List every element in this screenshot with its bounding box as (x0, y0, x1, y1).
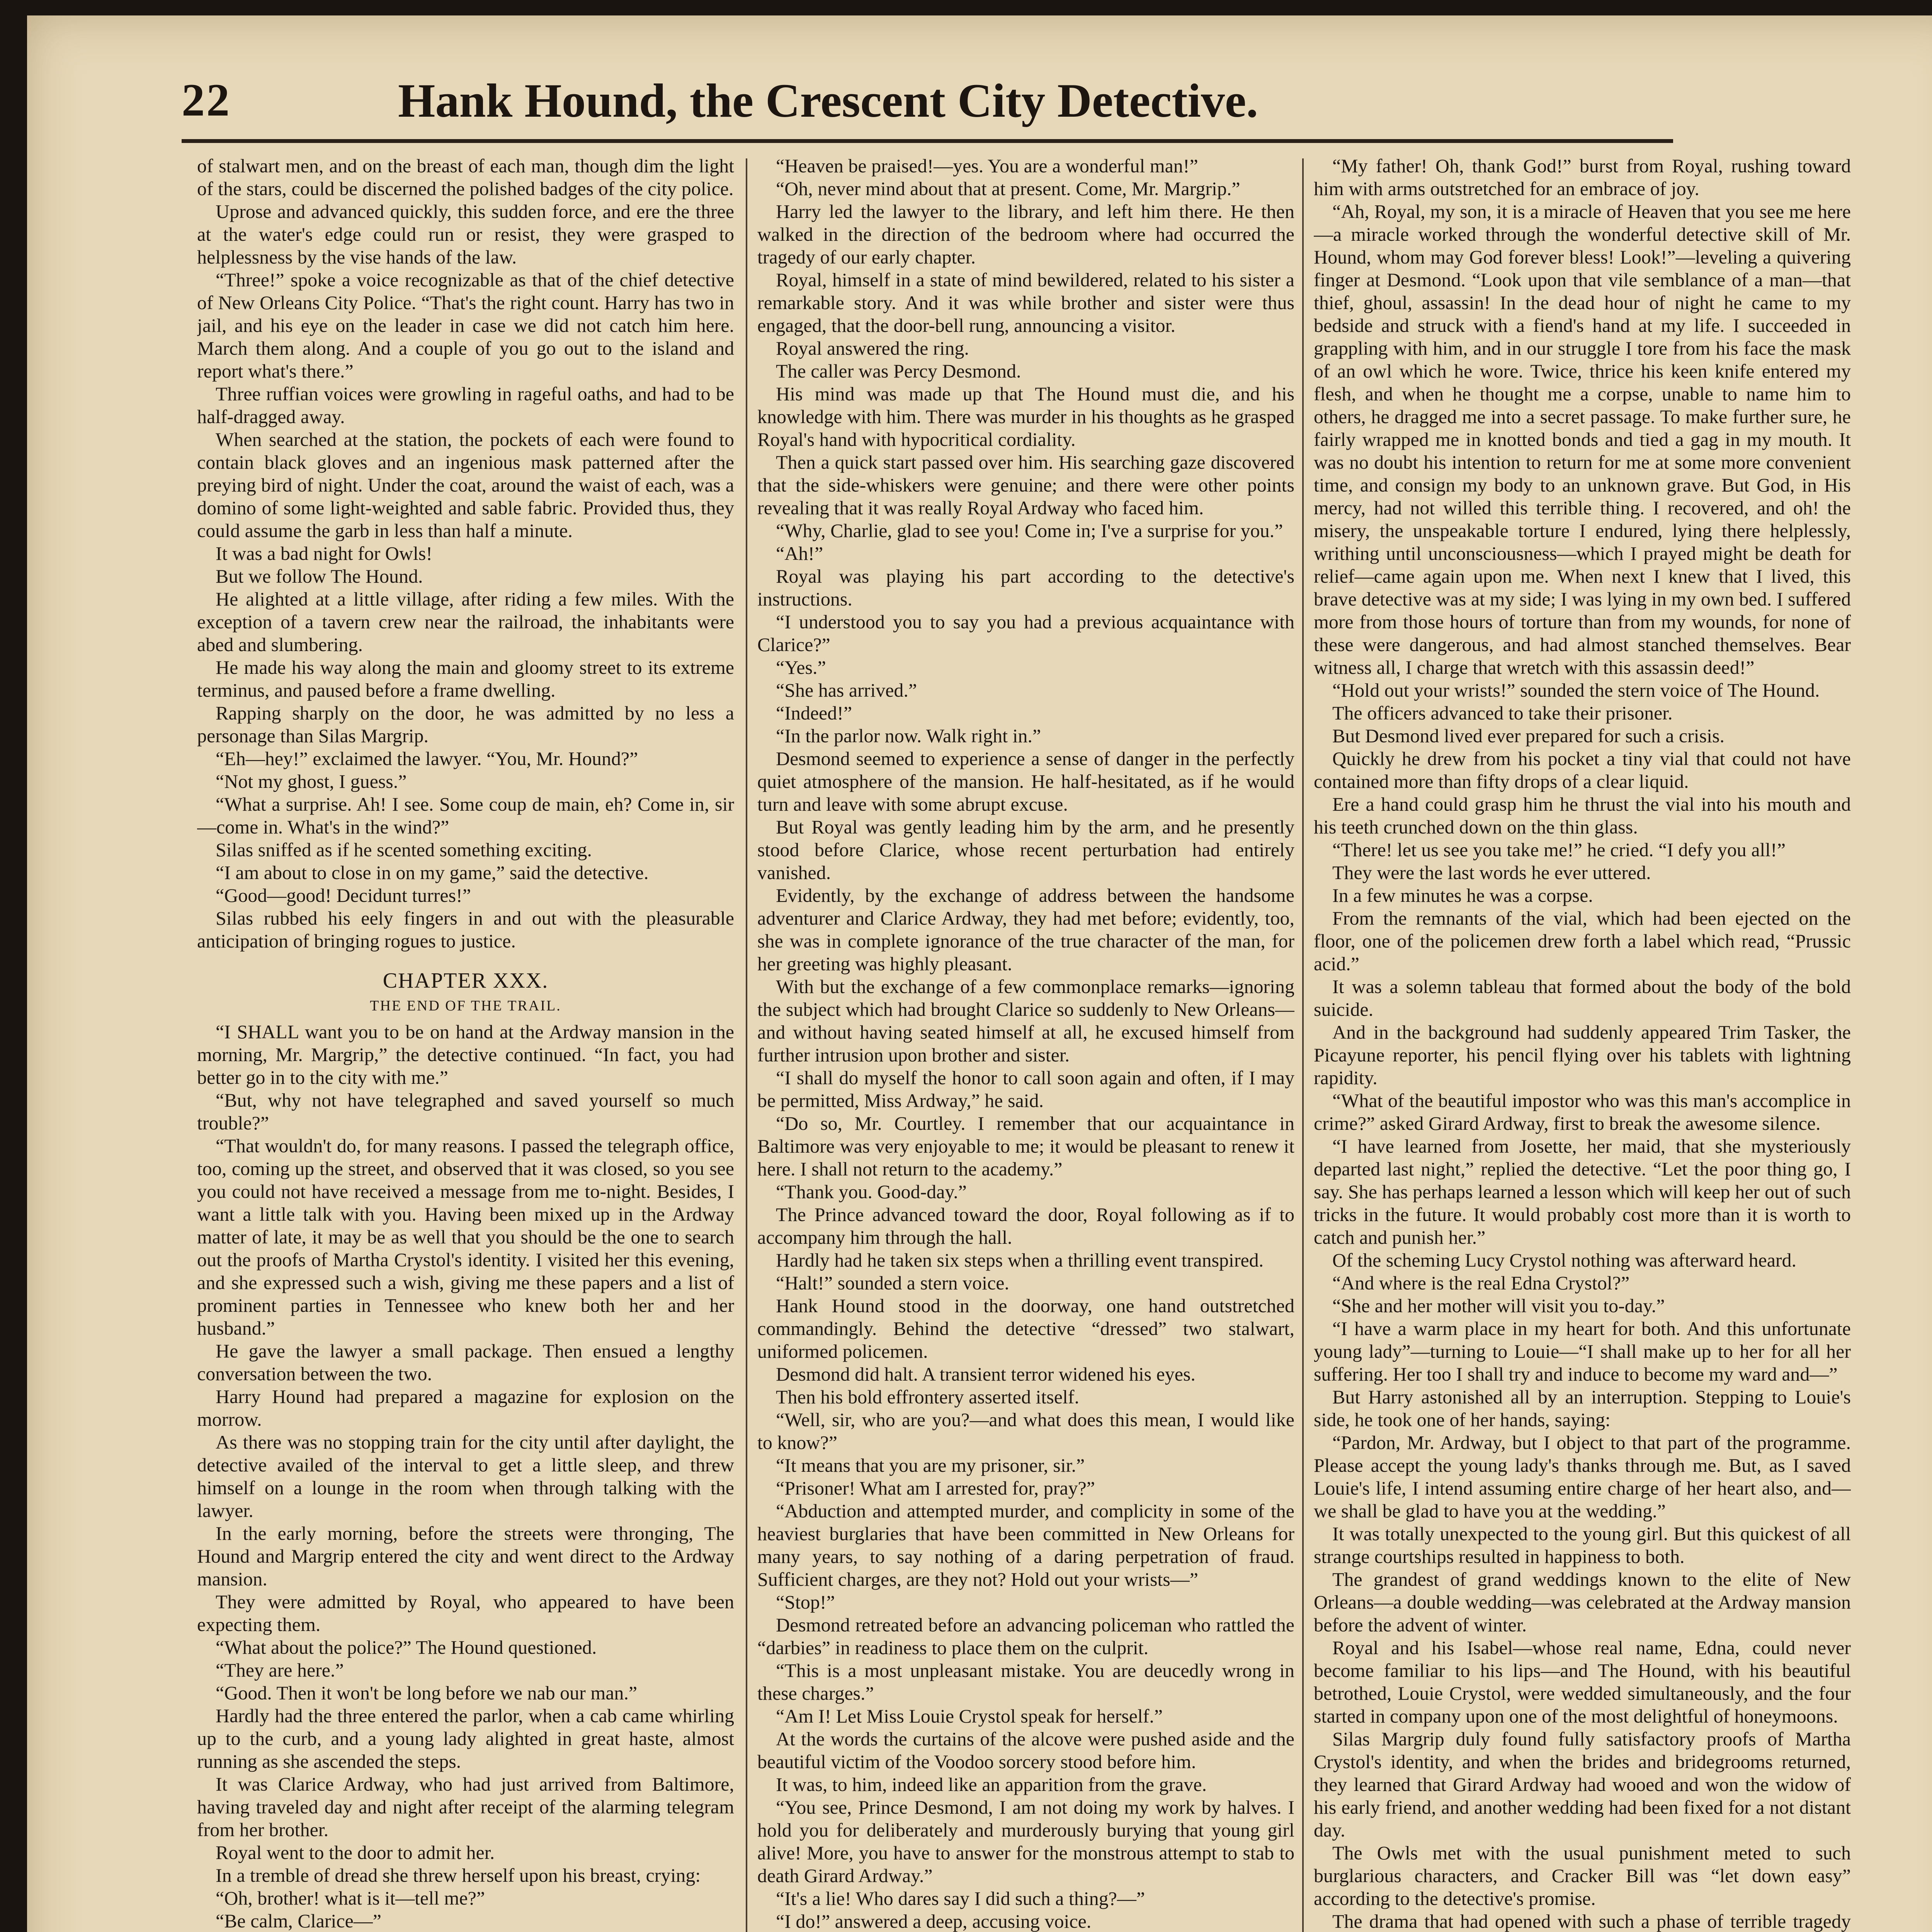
paragraph: “Hold out your wrists!” sounded the stern voice of The Hound. (1332, 679, 1820, 701)
paragraph: Royal went to the door to admit her. (216, 1842, 495, 1863)
paragraph: He made his way along the main and gloomy street to its extreme terminus, and paused before a frame dwelling. (197, 656, 734, 701)
paragraph: The caller was Percy Desmond. (776, 360, 1021, 382)
paragraph: The Owls met with the usual punishment meted to such burglarious characters, and Cracker Bill was “let down easy” according to the detective's promise. (1314, 1842, 1851, 1909)
paragraph: It was, to him, indeed like an apparition from the grave. (776, 1774, 1207, 1795)
page-number: 22 (182, 74, 231, 126)
paragraph: “Thank you. Good-day.” (776, 1181, 967, 1202)
paragraph: Harry led the lawyer to the library, and left him there. He then walked in the direction of the bedroom where had occurred the tragedy of our early chapter. (757, 201, 1294, 268)
paragraph: “That wouldn't do, for many reasons. I passed the telegraph office, too, coming up the street, and observed that it was closed, so you see you could not have received a message from me to-night. Besides, I want a little talk with you. Having been mixed up in the Ardway matter of late, it may be as well that you should be the one to search out the proofs of Martha Crystol's identity. I visited her this evening, and she expressed such a wish, giving me these papers and a list of prominent parties in Tennessee who knew both her and her husband.” (197, 1135, 734, 1339)
paragraph: In a few minutes he was a corpse. (1332, 884, 1593, 906)
paragraph: Uprose and advanced quickly, this sudden force, and ere the three at the water's edge could run or resist, they were grasped to helplessness by the vise hands of the law. (197, 201, 734, 268)
paragraph: He gave the lawyer a small package. Then ensued a lengthy conversation between the two. (197, 1340, 734, 1384)
text-column-1 (197, 155, 734, 1932)
paragraph: “Ah, Royal, my son, it is a miracle of Heaven that you see me here—a miracle worked through the wonderful detective skill of Mr. Hound, whom may God forever bless! Look!”—leveling a quivering finger at Desmond. “Look upon that vile semblance of a man—that thief, ghoul, assassin! In the dead hour of night he came to my bedside and struck with a fiend's hand at my life. I succeeded in grappling with him, and in our struggle I tore from his face the mask of an owl which he wore. Twice, thrice his keen knife entered my flesh, and when he thought me a corpse, unable to name him to others, he dragged me into a secret passage. To make further sure, he fairly wrapped me in knotted bonds and tied a gag in my mouth. It was no doubt his intention to return for me at some more convenient time, and consign my body to an unknown grave. But God, in His mercy, had not willed this terrible thing. I recovered, and oh! the misery, the unspeakable torture I endured, lying there helplessly, writhing until unconsciousness—which I prayed might be death for relief—came again upon me. When next I knew that I lived, this brave detective was at my side; I was lying in my own bed. I suffered more from those hours of torture than from my wounds, for none of these were dangerous, and had almost stanched themselves. Bear witness all, I charge that wretch with this assassin deed!” (1314, 201, 1851, 678)
paragraph: Hardly had he taken six steps when a thrilling event transpired. (776, 1249, 1264, 1271)
paragraph: “Not my ghost, I guess.” (216, 770, 407, 792)
paragraph: “Eh—hey!” exclaimed the lawyer. “You, Mr. Hound?” (216, 748, 638, 769)
paragraph: Of the scheming Lucy Crystol nothing was afterward heard. (1332, 1249, 1797, 1271)
paragraph: But Harry astonished all by an interruption. Stepping to Louie's side, he took one of her hands, saying: (1314, 1386, 1851, 1430)
paragraph: But Desmond lived ever prepared for such a crisis. (1332, 725, 1725, 747)
paragraph: In the early morning, before the streets were thronging, The Hound and Margrip entered the city and went direct to the Ardway mansion. (197, 1522, 734, 1590)
paragraph: “And where is the real Edna Crystol?” (1332, 1272, 1630, 1294)
paragraph: Desmond seemed to experience a sense of danger in the perfectly quiet atmosphere of the mansion. He half-hesitated, as if he would turn and leave with some abrupt excuse. (757, 748, 1294, 815)
paragraph: Desmond retreated before an advancing policeman who rattled the “darbies” in readiness to place them on the culprit. (757, 1614, 1294, 1658)
paragraph: His mind was made up that The Hound must die, and his knowledge with him. There was murder in his thoughts as he grasped Royal's hand with hypocritical cordiality. (757, 383, 1294, 450)
paragraph: “Pardon, Mr. Ardway, but I object to that part of the programme. Please accept the young lady's thanks through me. But, as I saved Louie's life, I intend assuming entire charge of her heart also, and—we shall be glad to have you at the wedding.” (1314, 1432, 1851, 1522)
paragraph: “They are here.” (216, 1659, 344, 1681)
paragraph: “She and her mother will visit you to-day.” (1332, 1295, 1665, 1316)
paragraph: Three ruffian voices were growling in rageful oaths, and had to be half-dragged away. (197, 383, 734, 427)
paragraph: Evidently, by the exchange of address between the handsome adventurer and Clarice Ardway, they had met before; evidently, too, she was in complete ignorance of the true character of the man, for her greeting was highly pleasant. (757, 884, 1294, 975)
paragraph: Desmond did halt. A transient terror widened his eyes. (776, 1363, 1196, 1385)
paragraph: Harry Hound had prepared a magazine for explosion on the morrow. (197, 1386, 734, 1430)
paragraph: They were the last words he ever uttered. (1332, 862, 1651, 883)
paragraph: “Heaven be praised!—yes. You are a wonderful man!” (776, 155, 1198, 177)
paragraph: It was a solemn tableau that formed about the body of the bold suicide. (1314, 976, 1851, 1020)
paragraph: The grandest of grand weddings known to the elite of New Orleans—a double wedding—was celebrated at the Ardway mansion before the advent of winter. (1314, 1568, 1851, 1636)
paragraph: Hardly had the three entered the parlor, when a cab came whirling up to the curb, and a young lady alighted in great haste, almost running as she ascended the steps. (197, 1705, 734, 1772)
paragraph: “What a surprise. Ah! I see. Some coup de main, eh? Come in, sir—come in. What's in the wind?” (197, 793, 734, 838)
paragraph: “I do!” answered a deep, accusing voice. (776, 1910, 1092, 1932)
paragraph: “You see, Prince Desmond, I am not doing my work by halves. I hold you for deliberately and murderously burying that young girl alive! More, you have to answer for the monstrous attempt to stab to death Girard Ardway.” (757, 1796, 1294, 1886)
paragraph: Royal, himself in a state of mind bewildered, related to his sister a remarkable story. And it was while brother and sister were thus engaged, that the door-bell rung, announcing a visitor. (757, 269, 1294, 336)
paragraph: “It means that you are my prisoner, sir.” (776, 1454, 1085, 1476)
column-rule (746, 158, 747, 1932)
chapter-subheading: THE END OF THE TRAIL. (370, 998, 561, 1014)
paragraph: Quickly he drew from his pocket a tiny vial that could not have contained more than fifty drops of a clear liquid. (1314, 748, 1851, 792)
paragraph: “Abduction and attempted murder, and complicity in some of the heaviest burglaries that have been committed in New Orleans for many years, to say nothing of a daring perpetration of fraud. Sufficient charges, are they not? Hold out your wrists—” (757, 1500, 1294, 1590)
paragraph: But Royal was gently leading him by the arm, and he presently stood before Clarice, whose recent perturbation had entirely vanished. (757, 816, 1294, 883)
paragraph: “What about the police?” The Hound questioned. (216, 1636, 597, 1658)
paragraph: “There! let us see you take me!” he cried. “I defy you all!” (1332, 839, 1786, 861)
paragraph: The Prince advanced toward the door, Royal following as if to accompany him through the hall. (757, 1204, 1294, 1248)
paragraph: “Be calm, Clarice—” (216, 1910, 381, 1932)
paragraph: And in the background had suddenly appeared Trim Tasker, the Picayune reporter, his pencil flying over his tablets with lightning rapidity. (1314, 1021, 1851, 1088)
paragraph: Silas rubbed his eely fingers in and out with the pleasurable anticipation of bringing rogues to justice. (197, 907, 734, 952)
paragraph: “But, why not have telegraphed and saved yourself so much trouble?” (197, 1089, 734, 1134)
paragraph: of stalwart men, and on the breast of each man, though dim the light of the stars, could be discerned the polished badges of the city police. (197, 155, 734, 199)
text-column-2 (757, 155, 1294, 1932)
paragraph: As there was no stopping train for the city until after daylight, the detective availed of the interval to get a little sleep, and threw himself on a lounge in the room when through talking with the lawyer. (197, 1431, 734, 1521)
paragraph: Then his bold effrontery asserted itself. (776, 1386, 1079, 1408)
paragraph: Silas sniffed as if he scented something exciting. (216, 839, 592, 861)
paragraph: “Do so, Mr. Courtley. I remember that our acquaintance in Baltimore was very enjoyable to me; it would be pleasant to renew it here. I shall not return to the academy.” (757, 1112, 1294, 1180)
paragraph: “Oh, brother! what is it—tell me?” (216, 1887, 485, 1909)
paragraph: “I understood you to say you had a previous acquaintance with Clarice?” (757, 611, 1294, 655)
paragraph: It was Clarice Ardway, who had just arrived from Baltimore, having traveled day and night after receipt of the alarming telegram from her brother. (197, 1773, 734, 1840)
paragraph: “My father! Oh, thank God!” burst from Royal, rushing toward him with arms outstretched for an embrace of joy. (1314, 155, 1851, 199)
paragraph: From the remnants of the vial, which had been ejected on the floor, one of the policemen drew forth a label which read, “Prussic acid.” (1314, 907, 1851, 975)
newspaper-page (27, 15, 1932, 1932)
paragraph: But we follow The Hound. (216, 565, 423, 587)
paragraph: Rapping sharply on the door, he was admitted by no less a personage than Silas Margrip. (197, 702, 734, 747)
paragraph: “Ah!” (776, 543, 823, 564)
paragraph: They were admitted by Royal, who appeared to have been expecting them. (197, 1591, 734, 1635)
paragraph: It was totally unexpected to the young girl. But this quickest of all strange courtships resulted in happiness to both. (1314, 1523, 1851, 1567)
page-header (182, 66, 1573, 143)
paragraph: The drama that had opened with such a phase of terrible tragedy (1332, 1910, 1851, 1932)
paragraph: When searched at the station, the pockets of each were found to contain black gloves and an ingenious mask patterned after the preying bird of night. Under the coat, around the waist of each, was a domino of some light-weighted and sable fabric. Provided thus, they could assume the garb in less than half a minute. (197, 429, 734, 541)
paragraph: “Why, Charlie, glad to see you! Come in; I've a surprise for you.” (776, 520, 1283, 541)
paragraph: “Three!” spoke a voice recognizable as that of the chief detective of New Orleans City Police. “That's the right count. Harry has two in jail, and his eye on the leader in case we did not catch him here. March them along. And a couple of you go out to the island and report what's there.” (197, 269, 734, 382)
paragraph: Royal answered the ring. (776, 337, 969, 359)
paragraph: “Good. Then it won't be long before we nab our man.” (216, 1682, 638, 1704)
paragraph: “Well, sir, who are you?—and what does this mean, I would like to know?” (757, 1409, 1294, 1453)
paragraph: The officers advanced to take their prisoner. (1332, 702, 1673, 724)
header-rule (182, 139, 1673, 143)
chapter-heading: CHAPTER XXX. (383, 969, 549, 993)
paragraph: In a tremble of dread she threw herself upon his breast, crying: (216, 1864, 701, 1886)
text-column-3 (1314, 155, 1851, 1932)
paragraph: “Am I! Let Miss Louie Crystol speak for herself.” (776, 1705, 1163, 1727)
paragraph: Royal and his Isabel—whose real name, Edna, could never become familiar to his lips—and The Hound, with his beautiful betrothed, Louie Crystol, were wedded simultaneously, and the four started in company upon one of the most delightful of honeymoons. (1314, 1637, 1851, 1727)
paragraph: “I have a warm place in my heart for both. And this unfortunate young lady”—turning to Louie—“I shall make up to her for all her suffering. Her too I shall try and induce to become my ward and—” (1314, 1318, 1851, 1385)
paragraph: “What of the beautiful impostor who was this man's accomplice in crime?” asked Girard Ardway, first to break the awesome silence. (1314, 1090, 1851, 1134)
paragraph: “Yes.” (776, 656, 826, 678)
column-rule (1302, 158, 1304, 1932)
paragraph: “Stop!” (776, 1591, 835, 1613)
running-title: Hank Hound, the Crescent City Detective. (398, 74, 1259, 127)
paragraph: “Indeed!” (776, 702, 852, 724)
paragraph: Then a quick start passed over him. His searching gaze discovered that the side-whiskers were genuine; and there were other points revealing that it was really Royal Ardway who faced him. (757, 451, 1294, 519)
paragraph: Hank Hound stood in the doorway, one hand outstretched commandingly. Behind the detective “dressed” two stalwart, uniformed policemen. (757, 1295, 1294, 1362)
paragraph: Ere a hand could grasp him he thrust the vial into his mouth and his teeth crunched down on the thin glass. (1314, 793, 1851, 838)
paragraph: “I have learned from Josette, her maid, that she mysteriously departed last night,” replied the detective. “Let the poor thing go, I say. She has perhaps learned a lesson which will keep her out of such tricks in the future. It would probably cost more than it is worth to catch and punish her.” (1314, 1135, 1851, 1248)
paragraph: “Oh, never mind about that at present. Come, Mr. Margrip.” (776, 178, 1240, 199)
paragraph: Royal was playing his part according to the detective's instructions. (757, 565, 1294, 610)
paragraph: “I am about to close in on my game,” said the detective. (216, 862, 649, 883)
paragraph: “Prisoner! What am I arrested for, pray?” (776, 1477, 1095, 1499)
paragraph: “I SHALL want you to be on hand at the Ardway mansion in the morning, Mr. Margrip,” the detective continued. “In fact, you had better go in to the city with me.” (197, 1021, 734, 1088)
paragraph: Silas Margrip duly found fully satisfactory proofs of Martha Crystol's identity, and when the brides and bridegrooms returned, they learned that Girard Ardway had wooed and won the widow of his early friend, and another wedding had been fixed for a not distant day. (1314, 1728, 1851, 1841)
paragraph: He alighted at a little village, after riding a few miles. With the exception of a tavern crew near the railroad, the inhabitants were abed and slumbering. (197, 588, 734, 655)
paragraph: “It's a lie! Who dares say I did such a thing?—” (776, 1888, 1145, 1909)
paragraph: It was a bad night for Owls! (216, 543, 432, 564)
paragraph: “This is a most unpleasant mistake. You are deucedly wrong in these charges.” (757, 1660, 1294, 1704)
paragraph: “Halt!” sounded a stern voice. (776, 1272, 1009, 1294)
paragraph: “I shall do myself the honor to call soon again and often, if I may be permitted, Miss Ardway,” he said. (757, 1067, 1294, 1111)
paragraph: At the words the curtains of the alcove were pushed aside and the beautiful victim of the Voodoo sorcery stood before him. (757, 1728, 1294, 1772)
paragraph: With but the exchange of a few commonplace remarks—ignoring the subject which had brought Clarice so suddenly to New Orleans—and without having seated himself at all, he excused himself from further intrusion upon brother and sister. (757, 976, 1294, 1066)
paragraph: “Good—good! Decidunt turres!” (216, 884, 471, 906)
paragraph: “In the parlor now. Walk right in.” (776, 725, 1041, 747)
paragraph: “She has arrived.” (776, 679, 917, 701)
